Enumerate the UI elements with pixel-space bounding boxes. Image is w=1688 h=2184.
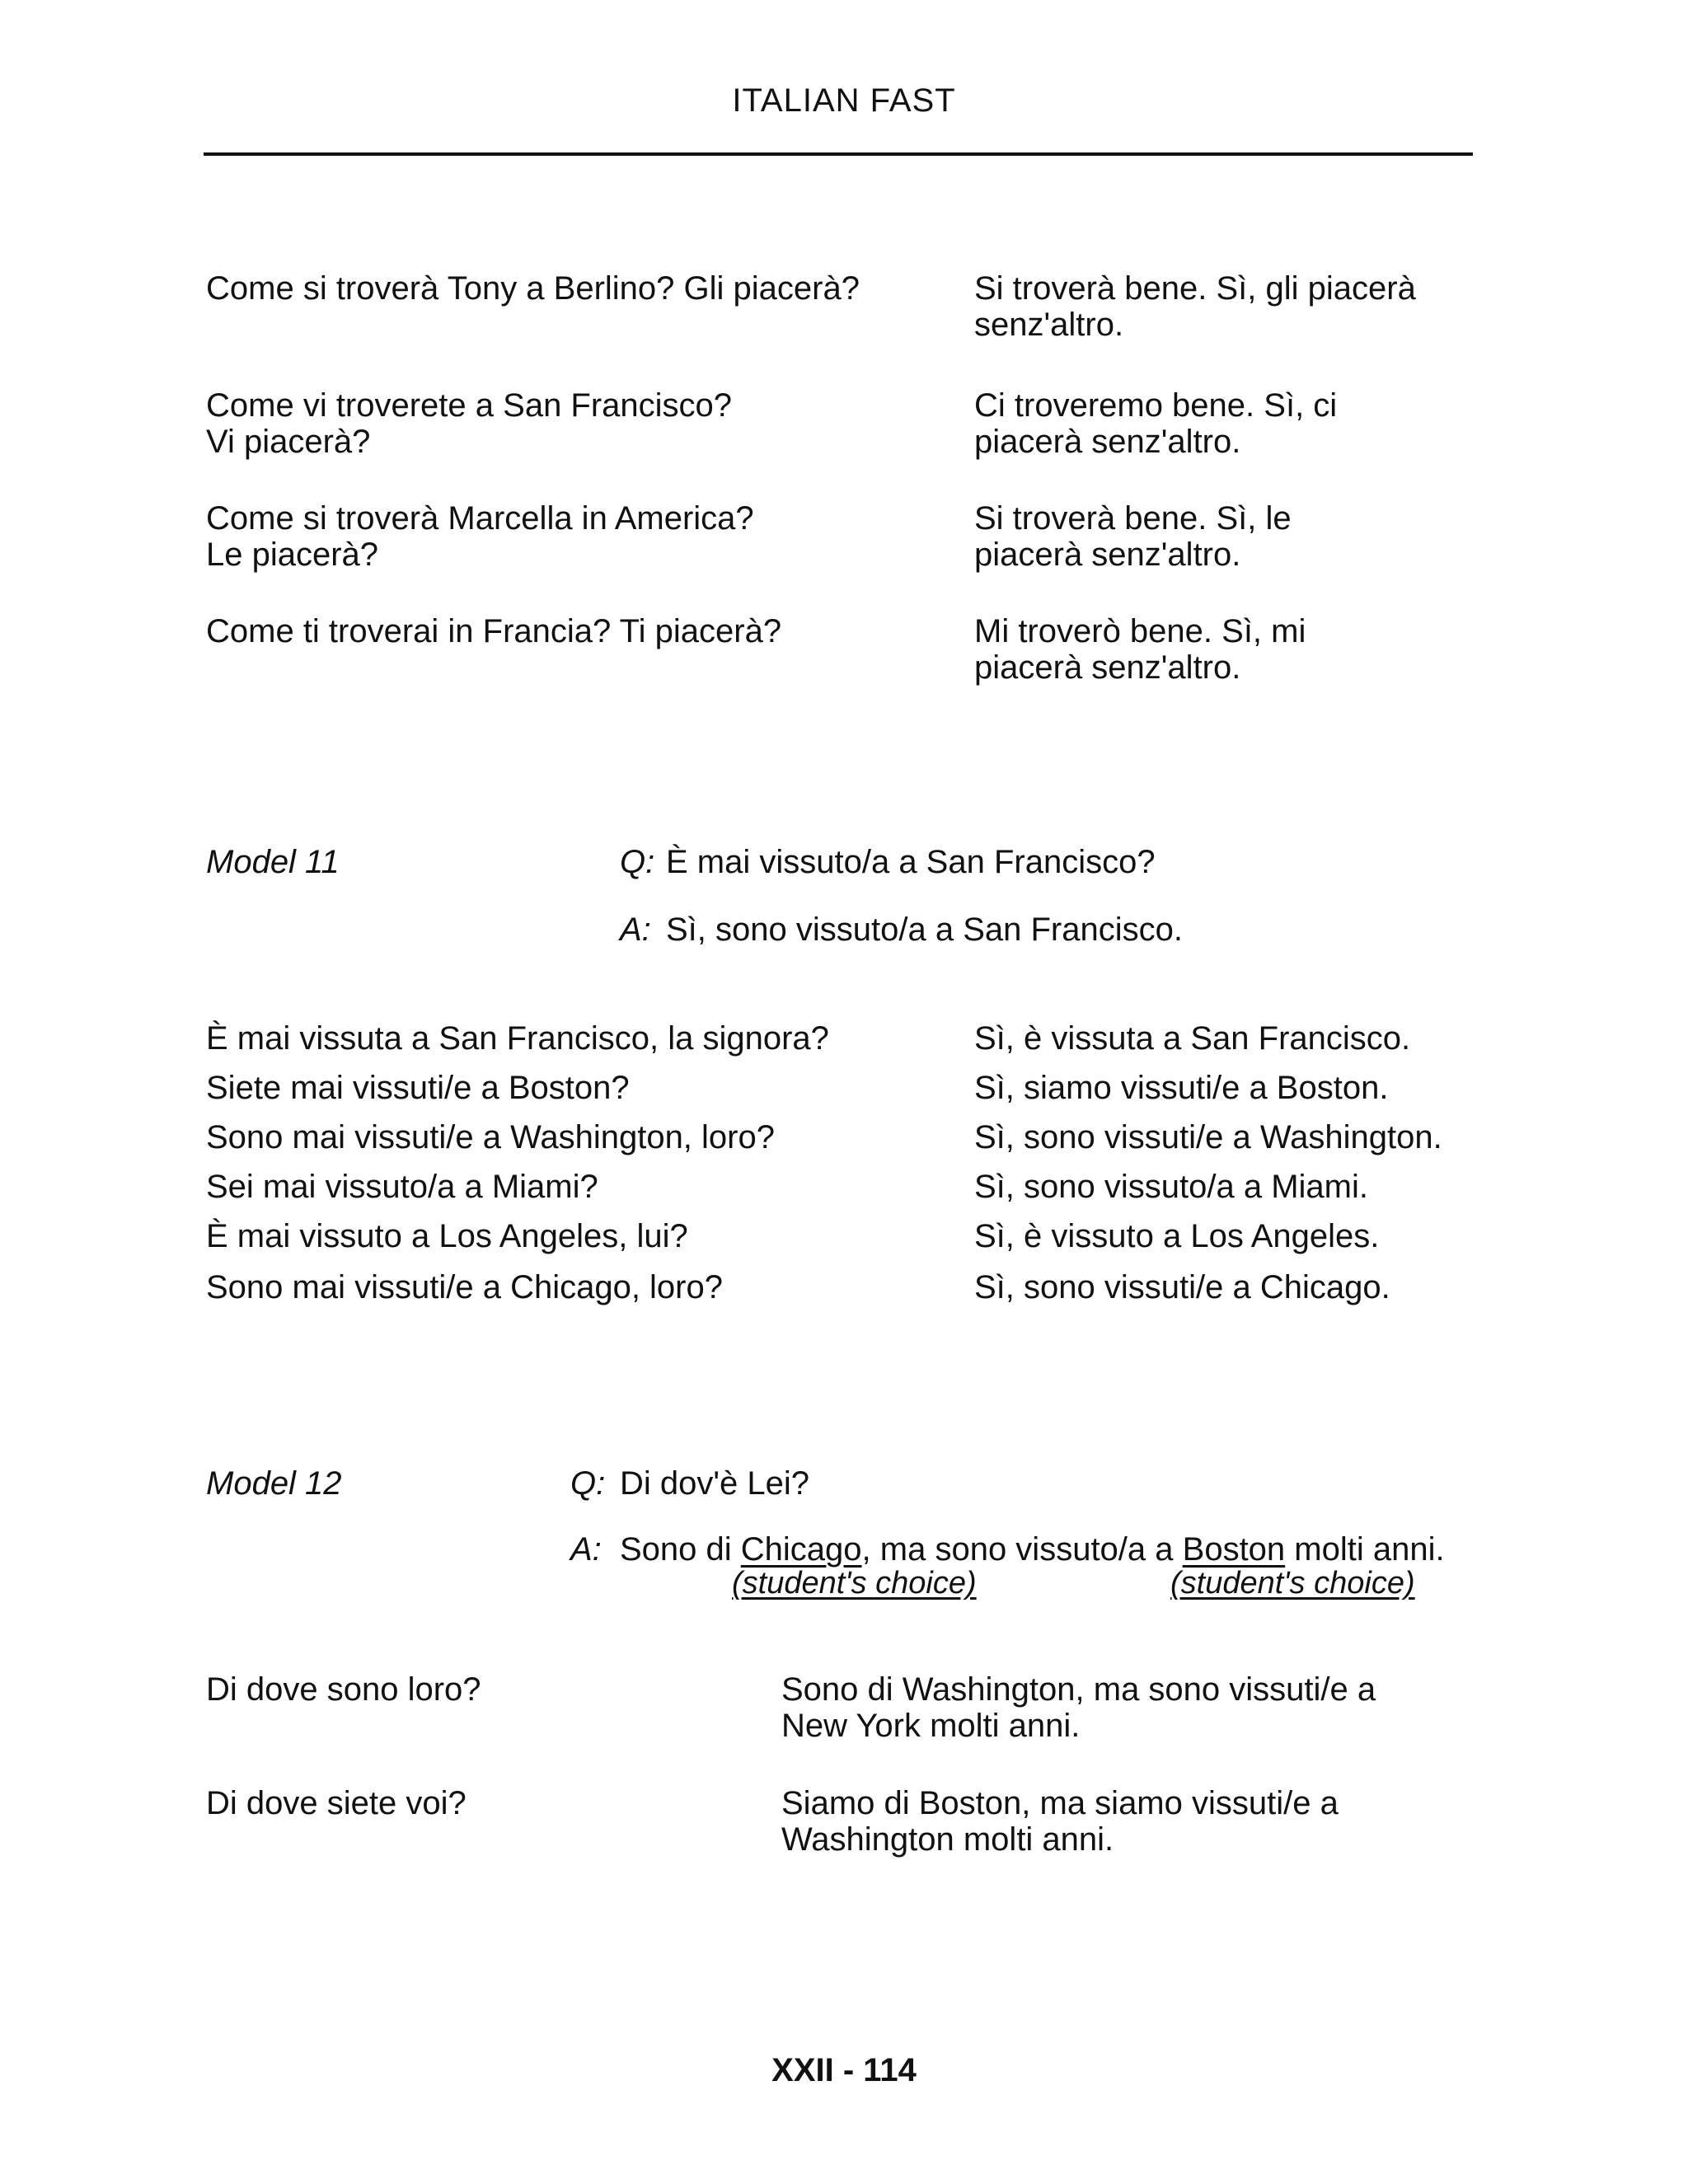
model-11-a-label: A: — [620, 912, 651, 948]
model-12-a-label: A: — [570, 1531, 602, 1568]
s1-row-2-answer-line-2: piacerà senz'altro. — [974, 424, 1241, 460]
m11-row-2-answer: Sì, siamo vissuti/e a Boston. — [974, 1070, 1389, 1106]
s1-row-1-answer-line-1: Si troverà bene. Sì, gli piacerà — [974, 270, 1416, 307]
m11-row-4-question: Sei mai vissuto/a a Miami? — [206, 1169, 598, 1205]
model-12-a-part-2: , ma sono vissuto/a a — [861, 1531, 1183, 1568]
m11-row-3-question: Sono mai vissuti/e a Washington, loro? — [206, 1119, 775, 1155]
s1-row-3-answer — [974, 500, 1292, 573]
s1-row-3-question — [206, 500, 754, 573]
page-header: ITALIAN FAST — [732, 82, 956, 119]
s1-row-4-answer-line-2: piacerà senz'altro. — [974, 649, 1241, 686]
model-12-choice-1: (student's choice) — [732, 1566, 977, 1601]
model-12-q-label: Q: — [570, 1465, 606, 1502]
m12-row-1-answer-line-1: Sono di Washington, ma sono vissuti/e a — [781, 1671, 1376, 1708]
model-12-a-city-1: Chicago — [740, 1531, 862, 1568]
s1-row-3-question-line-2: Le piacerà? — [206, 537, 379, 573]
s1-row-4-answer — [974, 613, 1306, 686]
s1-row-1-question — [206, 270, 860, 307]
model-12-a-part-1: Sono di — [620, 1531, 741, 1568]
m11-row-3-answer: Sì, sono vissuti/e a Washington. — [974, 1119, 1442, 1155]
s1-row-2-question-line-1: Come vi troverete a San Francisco? — [206, 387, 733, 424]
model-12-a-text — [620, 1531, 1445, 1568]
m12-row-2-answer-line-2: Washington molti anni. — [781, 1821, 1114, 1858]
s1-row-3-answer-line-2: piacerà senz'altro. — [974, 537, 1241, 573]
m12-row-2-answer-line-1: Siamo di Boston, ma siamo vissuti/e a — [781, 1785, 1339, 1821]
m12-row-2-answer — [781, 1785, 1339, 1858]
m11-row-2-question: Siete mai vissuti/e a Boston? — [206, 1070, 630, 1106]
s1-row-1-answer-line-2: senz'altro. — [974, 307, 1124, 343]
s1-row-1-answer — [974, 270, 1416, 343]
m11-row-1-answer: Sì, è vissuta a San Francisco. — [974, 1020, 1411, 1057]
m11-row-5-answer: Sì, è vissuto a Los Angeles. — [974, 1218, 1380, 1254]
s1-row-3-answer-line-1: Si troverà bene. Sì, le — [974, 500, 1292, 537]
model-12-choice-2: (student's choice) — [1170, 1566, 1415, 1601]
model-11-q-label: Q: — [620, 844, 655, 880]
s1-row-1-question-line-1: Come si troverà Tony a Berlino? Gli piacerà? — [206, 270, 860, 307]
model-11-q-text: È mai vissuto/a a San Francisco? — [666, 844, 1156, 880]
m12-row-1-question: Di dove sono loro? — [206, 1671, 481, 1708]
model-12-q-text: Di dov'è Lei? — [620, 1465, 809, 1502]
s1-row-4-question — [206, 613, 781, 649]
header-rule — [204, 152, 1473, 156]
model-12-label: Model 12 — [206, 1465, 342, 1502]
s1-row-2-question — [206, 387, 732, 460]
m11-row-6-answer: Sì, sono vissuti/e a Chicago. — [974, 1269, 1390, 1305]
model-11-a-text: Sì, sono vissuto/a a San Francisco. — [666, 912, 1183, 948]
m11-row-5-question: È mai vissuto a Los Angeles, lui? — [206, 1218, 688, 1254]
model-12-a-part-3: molti anni. — [1285, 1531, 1445, 1568]
model-11-label: Model 11 — [206, 844, 340, 880]
m12-row-2-question: Di dove siete voi? — [206, 1785, 467, 1821]
model-12-a-city-2: Boston — [1182, 1531, 1286, 1568]
s1-row-4-answer-line-1: Mi troverò bene. Sì, mi — [974, 613, 1306, 649]
s1-row-4-question-line-1: Come ti troverai in Francia? Ti piacerà? — [206, 613, 782, 649]
m11-row-1-question: È mai vissuta a San Francisco, la signora? — [206, 1020, 829, 1057]
s1-row-2-answer-line-1: Ci troveremo bene. Sì, ci — [974, 387, 1338, 424]
s1-row-3-question-line-1: Come si troverà Marcella in America? — [206, 500, 754, 537]
page-number: XXII - 114 — [771, 2052, 917, 2088]
s1-row-2-question-line-2: Vi piacerà? — [206, 424, 371, 460]
m11-row-4-answer: Sì, sono vissuto/a a Miami. — [974, 1169, 1368, 1205]
m12-row-1-answer — [781, 1671, 1376, 1744]
m11-row-6-question: Sono mai vissuti/e a Chicago, loro? — [206, 1269, 723, 1305]
s1-row-2-answer — [974, 387, 1337, 460]
m12-row-1-answer-line-2: New York molti anni. — [781, 1708, 1081, 1744]
